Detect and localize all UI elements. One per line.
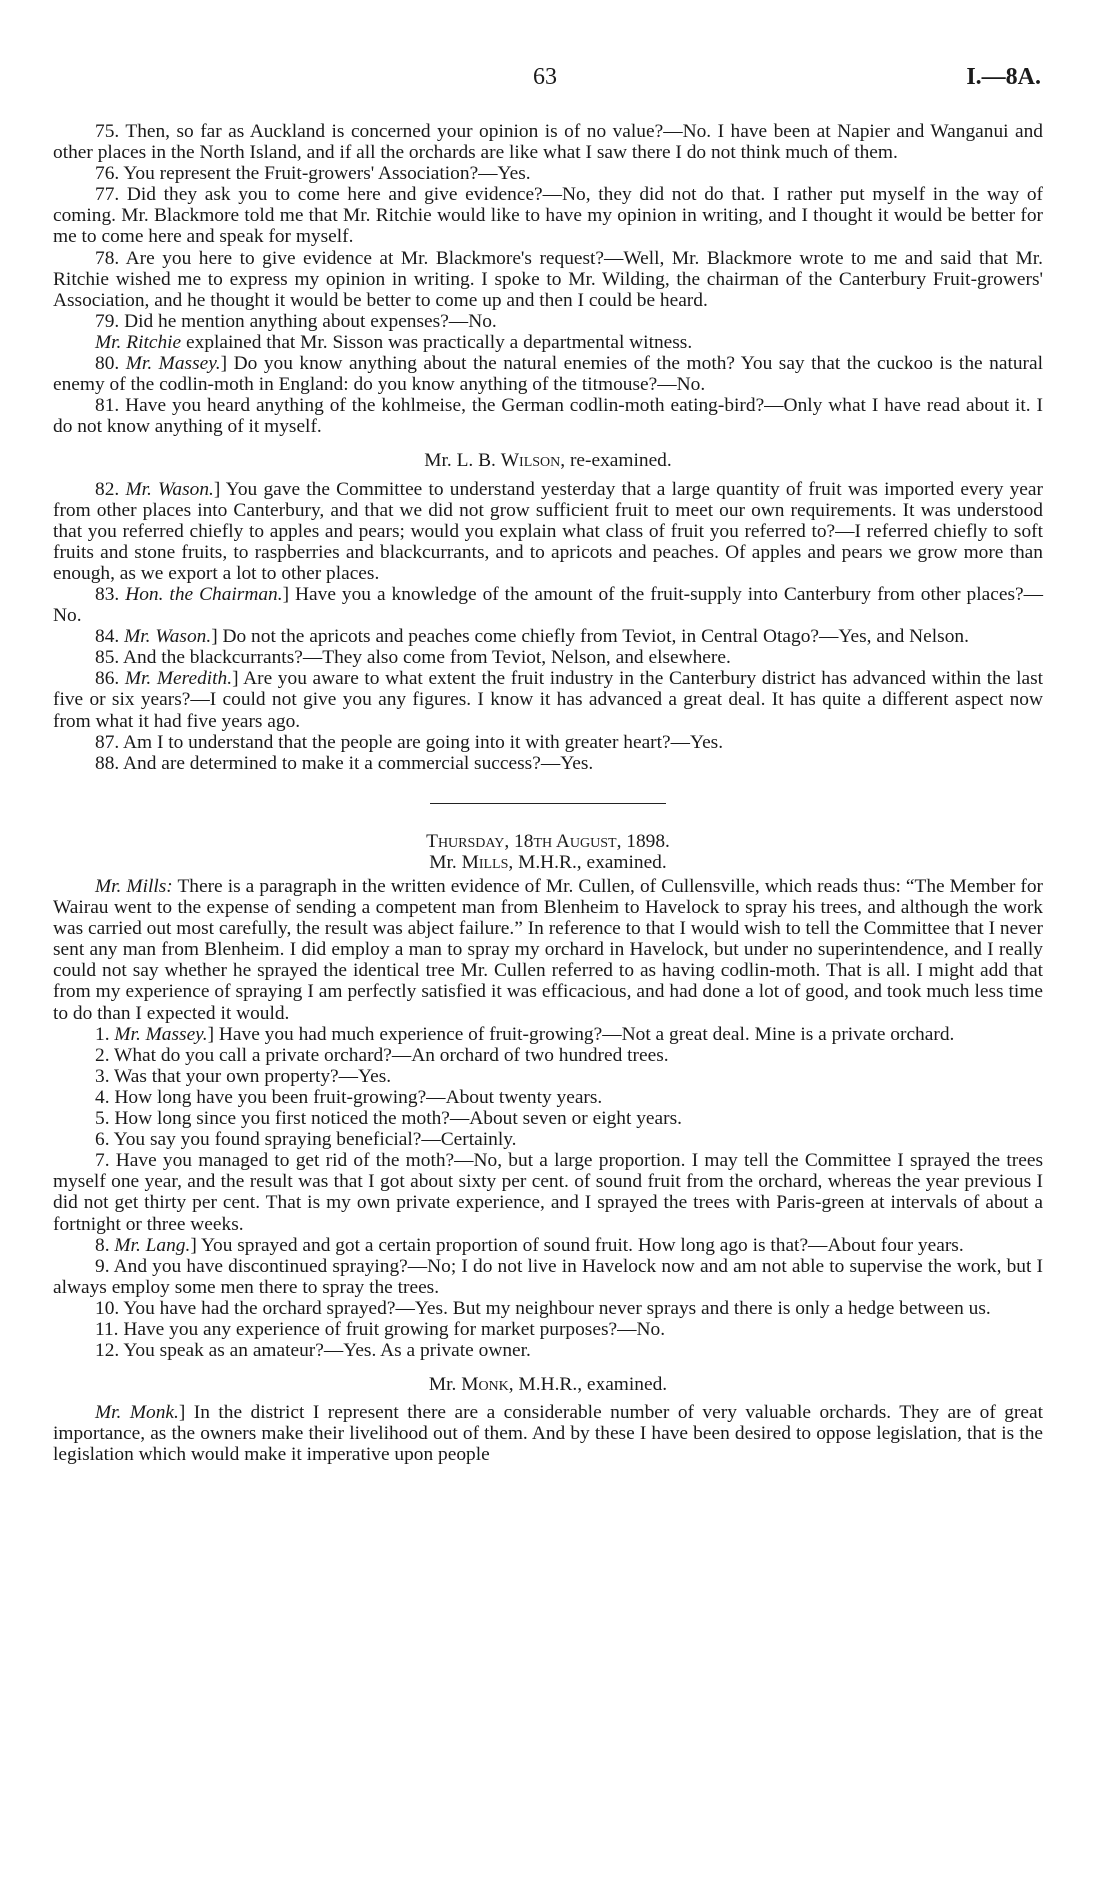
paragraph	[53, 1319, 1043, 1340]
paragraph	[53, 626, 1043, 647]
question-number: 8.	[95, 1234, 115, 1256]
paragraph	[53, 1150, 1043, 1234]
paragraph	[53, 1087, 1043, 1108]
paragraph	[53, 647, 1043, 668]
paragraph	[53, 1129, 1043, 1150]
paragraph-text: ] Have you had much experience of fruit-growing?—Not a great deal. Mine is a private orchard.	[207, 1023, 955, 1045]
paragraph	[53, 479, 1043, 584]
paragraph-text: ] You gave the Committee to understand yesterday that a large quantity of fruit was imported every year from other places into Canterbury, and that we did not grow sufficient fruit to meet our own requirements. It was understood that you referred chiefly to apples and pears; would you explain what class of fruit you referred to?—I referred chiefly to soft fruits and stone fruits, to raspberries and blackcurrants, and to apricots and peaches. Of apples and pears we grow more than enough, as we export a lot to other places.	[53, 478, 1043, 584]
paragraph-text: 88. And are determined to make it a commercial success?—Yes.	[95, 752, 594, 774]
paragraph	[53, 353, 1043, 395]
speaker-name: Mr. Ritchie	[95, 331, 182, 353]
paragraph	[53, 163, 1043, 184]
paragraph-text: 7. Have you managed to get rid of the moth?—No, but a large proportion. I may tell the Committee I sprayed the trees myself one year, and the result was that I got about sixty per cent. of sound fruit from the orchard, whereas the year previous I did not get thirty per cent. That is my own private experience, and I sprayed the trees with Paris-green at intervals of about a fortnight or three weeks.	[53, 1150, 1043, 1235]
paragraph-text: 77. Did they ask you to come here and give evidence?—No, they did not do that. I rather put myself in the way of coming. Mr. Blackmore told me that Mr. Ritchie would like to have my opinion in writing, and I thought it would be better for me to come here and speak for myself.	[53, 184, 1043, 248]
document-reference: I.—8A.	[966, 64, 1041, 90]
paragraph-text: 10. You have had the orchard sprayed?—Yes. But my neighbour never sprays and there is only a hedge between us.	[95, 1297, 991, 1319]
paragraph-text: ] Do not the apricots and peaches come chiefly from Teviot, in Central Otago?—Yes, and Nelson.	[211, 626, 969, 648]
speaker-name: Hon. the Chairman.	[125, 583, 283, 605]
section-divider	[430, 803, 666, 804]
speaker-name: Mr. Massey.	[114, 1023, 208, 1045]
page-number: 63	[533, 64, 557, 90]
speaker-name: Mr. Meredith.	[124, 668, 233, 690]
paragraph	[53, 668, 1043, 731]
paragraph	[53, 1108, 1043, 1129]
question-number: 1.	[95, 1023, 115, 1045]
paragraph-text: 85. And the blackcurrants?—They also come from Teviot, Nelson, and elsewhere.	[95, 647, 731, 669]
question-number: 80.	[95, 353, 126, 375]
paragraph-text: 4. How long have you been fruit-growing?—About twenty years.	[95, 1086, 603, 1108]
paragraph	[53, 1024, 1043, 1045]
question-number: 84.	[95, 626, 125, 648]
paragraph	[53, 332, 1043, 353]
paragraph	[53, 311, 1043, 332]
paragraph	[53, 584, 1043, 626]
speaker-name: Mr. Wason.	[124, 626, 212, 648]
paragraph-text: explained that Mr. Sisson was practically a departmental witness.	[181, 331, 693, 353]
speaker-name: Mr. Lang.	[114, 1234, 191, 1256]
heading-monk-examined: Mr. Monk, M.H.R., examined.	[428, 1374, 668, 1396]
paragraph	[53, 876, 1043, 1024]
paragraph-text: 75. Then, so far as Auckland is concerned your opinion is of no value?—No. I have been at Napier and Wanganui and other places in the North Island, and if all the orchards are like what I saw there I do not think much of them.	[53, 121, 1043, 164]
paragraph	[53, 1045, 1043, 1066]
paragraph	[53, 395, 1043, 437]
speaker-name: Mr. Massey.	[125, 353, 221, 375]
paragraph	[53, 1235, 1043, 1256]
paragraph	[53, 1340, 1043, 1361]
paragraph	[53, 184, 1043, 247]
heading-mills-examined: Mr. Mills, M.H.R., examined.	[429, 851, 667, 873]
paragraph-text: 12. You speak as an amateur?—Yes. As a private owner.	[95, 1340, 531, 1362]
paragraph	[53, 1066, 1043, 1087]
paragraph-text: 2. What do you call a private orchard?—An orchard of two hundred trees.	[95, 1044, 669, 1066]
section-wilson-evidence	[53, 479, 1043, 774]
paragraph	[53, 248, 1043, 311]
paragraph-text: 11. Have you any experience of fruit growing for market purposes?—No.	[95, 1318, 666, 1340]
paragraph-text: 5. How long since you first noticed the moth?—About seven or eight years.	[95, 1108, 682, 1130]
heading-wilson-reexamined: Mr. L. B. Wilson, re-examined.	[424, 450, 672, 472]
speaker-name: Mr. Wason.	[125, 478, 214, 500]
paragraph-text: 6. You say you found spraying beneficial?—Certainly.	[95, 1129, 517, 1151]
paragraph-text: 79. Did he mention anything about expenses?—No.	[95, 310, 497, 332]
paragraph-text: ] Have you a knowledge of the amount of the fruit-supply into Canterbury from other places?—No.	[53, 583, 1043, 627]
paragraph-text: 78. Are you here to give evidence at Mr. Blackmore's request?—Well, Mr. Blackmore wrote to me and said that Mr. Ritchie wished me to express my opinion in writing. I spoke to Mr. Wilding, the chairman of the Canterbury Fruit-growers' Association, and he thought it would be better to come up and then I could be heard.	[53, 247, 1043, 311]
speaker-name: Mr. Mills:	[95, 876, 173, 897]
question-number: 82.	[95, 478, 126, 500]
speaker-name: Mr. Monk.	[95, 1402, 179, 1424]
paragraph-text: ] In the district I represent there are a considerable number of very valuable orchards. They are of great importance, as the owners make their livelihood out of them. And by these I have been desired to oppose legislation, that is the legislation which would make it imperative upon people	[53, 1402, 1043, 1466]
paragraph	[53, 1298, 1043, 1319]
section-sisson-evidence	[53, 121, 1043, 437]
paragraph-text: 9. And you have discontinued spraying?—No; I do not live in Havelock now and am not able to supervise the work, but I always employ some men there to spray the trees.	[53, 1255, 1043, 1298]
paragraph	[53, 121, 1043, 163]
paragraph	[53, 732, 1043, 753]
paragraph-text: 76. You represent the Fruit-growers' Association?—Yes.	[95, 163, 531, 185]
paragraph	[53, 753, 1043, 774]
section-mills-evidence	[53, 876, 1043, 1361]
paragraph-text: ] Do you know anything about the natural enemies of the moth? You say that the cuckoo is the natural enemy of the codlin-moth in England: do you know anything of the titmouse?—No.	[53, 353, 1043, 396]
paragraph	[53, 1402, 1043, 1465]
date-heading: Thursday, 18th August, 1898.	[426, 830, 670, 852]
paragraph	[53, 1256, 1043, 1298]
question-number: 86.	[95, 668, 125, 690]
document-body	[53, 121, 1043, 1466]
paragraph-text: ] You sprayed and got a certain proportion of sound fruit. How long ago is that?—About four years.	[190, 1234, 964, 1256]
paragraph-text: 87. Am I to understand that the people are going into it with greater heart?—Yes.	[95, 731, 724, 753]
paragraph-text: There is a paragraph in the written evidence of Mr. Cullen, of Cullensville, which reads thus: “The Member for Wairau went to the expense of sending a competent man from Blenheim to Havelock to spray his trees, and although the work was carried out most carefully, the result was abject failure.” In reference to that I would wish to tell the Committee that I never sent any man from Blenheim. I did employ a man to spray my orchard in Havelock, but under no superintendence, and I really could not say whether he sprayed the identical tree Mr. Cullen referred to as having codlin-moth. That is all. I might add that from my experience of spraying I am perfectly satisfied it was efficacious, and had done a lot of good, and took much less time to do than I expected it would.	[53, 876, 1044, 1024]
paragraph-text: 81. Have you heard anything of the kohlmeise, the German codlin-moth eating-bird?—Only what I have read about it. I do not know anything of it myself.	[53, 395, 1043, 438]
question-number: 83.	[95, 583, 126, 605]
paragraph-text: ] Are you aware to what extent the fruit industry in the Canterbury district has advanced within the last five or six years?—I could not give you any figures. I know it has advanced a great deal. It has quite a different aspect now from what it had five years ago.	[53, 668, 1044, 732]
paragraph-text: 3. Was that your own property?—Yes.	[95, 1065, 392, 1087]
section-monk-evidence	[53, 1402, 1043, 1465]
